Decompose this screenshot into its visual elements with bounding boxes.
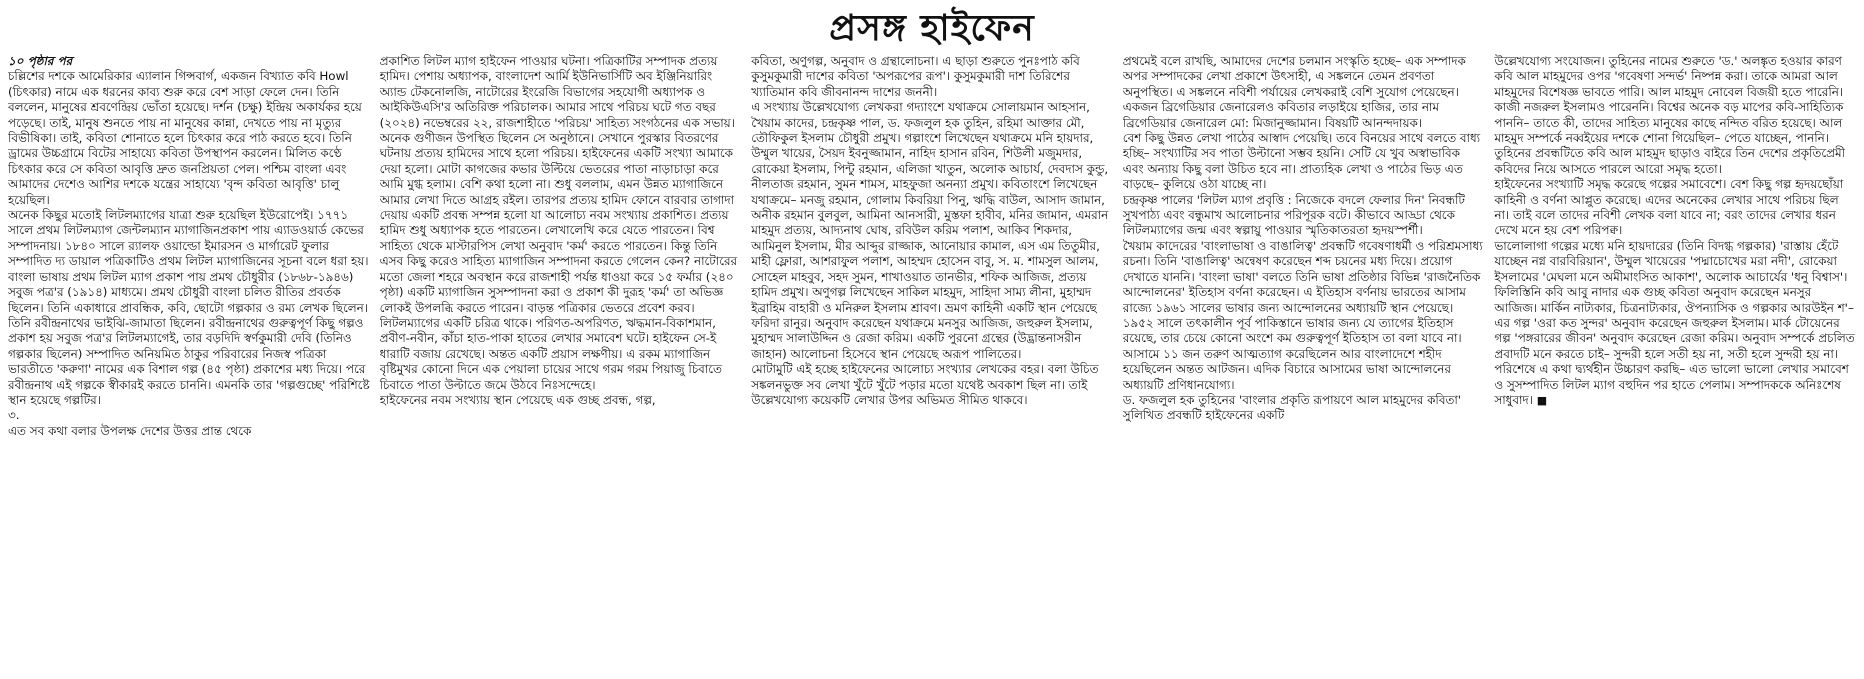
article-title: প্রসঙ্গ হাইফেন (829, 7, 1035, 49)
paragraph: ফিলিস্তিনি কবি আবু নাদার এক গুচ্ছ কবিতা অনুবাদ করেছেন মনসুর আজিজ। মার্কিন নাট্যকার, চিত্রনাট্যকার, ঔপন্যাসিক ও গল্পকার আরউইন শ'–এর গল্প 'ওরা কত সুন্দর' অনুবাদ করেছেন জহুরুল ইসলাম। মার্ক টোয়েনের গল্প 'পঙ্গরারের জীবন' অনুবাদ করেছেন রেজা করিম। অনুবাদ সম্পর্কে প্রচলিত প্রবাদটি মনে করতে চাই– সুন্দরী হলে সতী হয় না, সতী হলে সুন্দরী হয় না। (1494, 285, 1855, 361)
article-body (8, 54, 1856, 674)
column-4 (1123, 54, 1485, 674)
section-number: ৩. (8, 408, 20, 423)
paragraph: এ সংখ্যায় উল্লেখযোগ্য লেখকরা গদ্যাংশে যথাক্রমে সোলায়মান আহসান, খৈয়াম কাদের, চন্দ্রকৃষ্ণ পাল, ড. ফজলুল হক তুহিন, রহিমা আক্তার মৌ, তৌফিকুল ইসলাম চৌধুরী প্রমুখ। গল্পাংশে লিখেছেন যথাক্রমে মনি হায়দার, উম্মুল খায়ের, সৈয়দ ইবনুজ্জামান, নাহিদ হাসান রবিন, শিউলী মজুমদার, রোকেয়া ইসলাম, পিন্টু রহমান, এলিজা খাতুন, অলোক আচার্য, দেবদাস কুন্ডু, নীলতাজ রহমান, সুমন শামস, মাহফুজা অনন্যা প্রমুখ। কবিতাংশে লিখেছেন যথাক্রমে– মনজু রহমান, গোলাম কিবরিয়া পিনু, ঋদ্ধি বাউল, আসাদ জামান, অনীক রহমান বুলবুল, আমিনা আনসারী, মুস্তফা হাবীব, মনির জামান, এমরান মাহমুদ প্রত্যয়, আদ্যনাথ ঘোষ, রবিউল করিম পলাশ, আকিব শিকদার, আমিনুল ইসলাম, মীর আব্দুর রাজ্জাক, আনোয়ার কামাল, এস এম তিতুমীর, মাহী ফ্লোরা, আশরাফুল পলাশ, আহম্মদ হোসেন বাবু, স. ম. শামসুল আলম, সোহেল মাহবুব, সহদ সুমন, শাখাওয়াত তানভীর, শফিক আজিজ, প্রত্যয় হামিদ প্রমুখ। অণুগল্প লিখেছেন সাকিল মাহমুদ, সাহিদা সাম্য লীনা, মুহাম্মদ ইব্রাহিম বাহারী ও মনিরুল ইসলাম শ্রাবণ। ভ্রমণ কাহিনী একটি স্থান পেয়েছে ফরিদা রানুর। অনুবাদ করেছেন যথাক্রমে মনসুর আজিজ, জহুরুল ইসলাম, মুহাম্মদ সালাউদ্দিন ও রেজা করিম। একটি পুরনো গ্রন্থের (উদ্ভ্রান্তনাসরীন জাহান) আলোচনা হিসেবে স্থান পেয়েছে অরূপ পালিতের। (751, 100, 1109, 361)
paragraph: বেশ কিছু উন্নত লেখা পাঠের আস্বাদ পেয়েছি। তবে বিনয়ের সাথে বলতে বাধ্য হচ্ছি– সংখ্যাটির সব পাতা উল্টানো সম্ভব হয়নি। সেটি যে খুব অস্বাভাবিক এবং অন্যায় কিছু বলা উচিত হবে না। প্রাত্যহিক লেখা ও পাঠের ভিড় এত বাড়ছে– কুলিয়ে ওঠা যাচ্ছে না। (1122, 131, 1481, 192)
paragraph: ভালোলাগা গল্পের মধ্যে মনি হায়দারের (তিনি বিদগ্ধ গল্পকার) 'রাস্তায় হেঁটে যাচ্ছেন নগ্ন বারবিরিয়ান', উম্মুল খায়েরের 'পদ্মাচোখের মরা নদী', রোকেয়া ইসলামের 'মেঘলা মনে অমীমাংসিত আকাশ', অলোক আচার্যের 'ধনু বিশ্বাস'। (1494, 238, 1848, 284)
column-3 (751, 54, 1113, 674)
column-2 (380, 54, 742, 674)
continued-from-label: ১০ পৃষ্ঠার পর (8, 54, 73, 68)
column-5 (1494, 54, 1856, 674)
paragraph: প্রকাশিত লিটল ম্যাগ হাইফেন পাওয়ার ঘটনা। পত্রিকাটির সম্পাদক প্রত্যয় হামিদ। পেশায় অধ্যাপক, বাংলাদেশ আর্মি ইউনিভার্সিটি অব ইঞ্জিনিয়ারিং অ্যান্ড টেকনোলজি, নাটোরের ইংরেজি বিভাগের সহযোগী অধ্যাপক ও আইকিউএসি'র অতিরিক্ত পরিচালক। আমার সাথে পরিচয় ঘটে গত বছর (২০২৪) নভেম্বরের ২২, রাজশাহীতে 'পরিচয়' সাহিত্য সংগঠনের এক সভায়। অনেক গুণীজন উপস্থিত ছিলেন সে অনুষ্ঠানে। সেখানে পুরস্কার বিতরণের ঘটনায় প্রত্যয় হামিদের সাথে হলো পরিচয়। হাইফেনের একটি সংখ্যা আমাকে দেয়া হলো। মোটা কাগজের কভার উল্টিয়ে ভেতরের পাতা নাড়াচাড়া করে আমি মুগ্ধ হলাম। বেশি কথা হলো না। শুধু বললাম, এমন উন্নত ম্যাগাজিনে আমার লেখা দিতে আগ্রহ রইল। তারপর প্রত্যয় হামিদ ফোনে বারবার তাগাদা দেয়ায় একটি প্রবন্ধ সম্পন্ন হলো যা আলোচ্য নবম সংখ্যায় প্রকাশিত। প্রত্যয় হামিদ শুধু অধ্যাপক হতে পারতেন। লেখালেখি করে যেতে পারতেন। বিশ্ব সাহিত্য থেকে মাস্টারপিস লেখা অনুবাদ 'কর্ম' করতে পারতেন। কিন্তু তিনি এসব কিছু করেও সাহিত্য ম্যাগাজিন সম্পাদনা করতে গেলেন কেন? নাটোরের মতো জেলা শহরে অবস্থান করে রাজশাহী পর্যন্ত ধাওয়া করে ১৫ ফর্মার (২৪০ পৃষ্ঠা) একটি ম্যাগাজিন সুসম্পাদনা করা ও প্রকাশ কী দুরূহ 'কর্ম' তা অভিজ্ঞ লোকই উপলব্ধি করতে পারেন। বাড়ন্ত পত্রিকার ভেতরে প্রবেশ করব। (379, 54, 738, 315)
paragraph: এত সব কথা বলার উপলক্ষ দেশের উত্তর প্রান্ত থেকে (8, 423, 252, 438)
paragraph: চল্লিশের দশকে আমেরিকার এ্যালান গিন্সবার্গ, একজন বিখ্যাত কবি Howl (চিৎকার) নামে এক ধরনের কাব্য শুরু করে বেশ সাড়া ফেলে দেন। তিনি বললেন, মানুষের শ্রবণেন্দ্রিয় ভোঁতা হয়েছে। দর্শন (চক্ষু) ইন্দ্রিয় অকার্যকর হয়ে পড়েছে। তাই, মানুষ শুনতে পায় না মানুষের কান্না, দেখতে পায় না মৃত্যুর বিভীষিকা। তাই, কবিতা শোনাতে হলে চিৎকার করে পাঠ করতে হবে। তিনি ড্রামের উচ্চগ্রামে বিটের সাহায্যে কবিতা উপস্থাপন করলেন। মিলিত কণ্ঠে চিৎকার করে সে কবিতা আবৃত্তি দ্রুত জনপ্রিয়তা পেল। পশ্চিম বাংলা এবং আমাদের দেশেও আশির দশকে যন্ত্রের সাহায্যে 'বৃন্দ কবিতা আবৃত্তি' চালু হয়েছিল। (8, 69, 362, 207)
paragraph: কবিতা, অণুগল্প, অনুবাদ ও গ্রন্থালোচনা। এ ছাড়া শুরুতে পুনঃপাঠ কবি কুসুমকুমারী দাশের কবিতা 'অপরূপের রূপ'। কুসুমকুমারী দাশ তিরিশের খ্যাতিমান কবি জীবনানন্দ দাশের জননী। (751, 54, 1080, 99)
closing-text: পরিশেষে এ কথা দ্ব্যর্থহীন উচ্চারণ করছি– এত ভালো ভালো লেখার সমাবেশ ও সুসম্পাদিত লিটল ম্যাগ বহুদিন পর হাতে পেলাম। সম্পাদককে অনিঃশেষ সাধুবাদ। (1494, 362, 1849, 407)
column-1 (8, 54, 370, 674)
paragraph: হাইফেনের নবম সংখ্যায় স্থান পেয়েছে এক গুচ্ছ প্রবন্ধ, গল্প, (379, 392, 656, 407)
paragraph: খৈয়াম কাদেরের 'বাংলাভাষা ও বাঙালিত্ব' প্রবন্ধটি গবেষণাধর্মী ও পরিশ্রমসাধ্য রচনা। তিনি 'বাঙালিত্ব' অন্বেষণ করেছেন শব্দ চয়নের মধ্য দিয়ে। প্রয়োগ দেখাতে যাননি। 'বাংলা ভাষা' বলতে তিনি ভাষা প্রতিষ্ঠার বিভিন্ন 'রাজনৈতিক আন্দোলনের' ইতিহাস বর্ণনা করেছেন। এ ইতিহাস বর্ণনায় ভারতের আসাম রাজ্যে ১৯৬১ সালের ভাষার জন্য আন্দোলনের অধ্যায়টি স্থান পেয়েছে। ১৯৫২ সালে তৎকালীন পূর্ব পাকিস্তানে ভাষার জন্য যে ত্যাগের ইতিহাস রয়েছে, তার চেয়ে কোনো অংশে কম গুরুত্বপূর্ণ ইতিহাস তা বলা যাবে না। আসামে ১১ জন তরুণ আত্মত্যাগ করেছিলেন আর বাংলাদেশে শহীদ হয়েছিলেন অন্তত আটজন। এদিক বিচারে আসামের ভাষা আন্দোলনের অধ্যায়টি প্রণিধানযোগ্য। (1122, 238, 1483, 392)
closing-paragraph (1494, 362, 1856, 408)
paragraph: হাইফেনের সংখ্যাটি সমৃদ্ধ করেছে গল্পের সমাবেশে। বেশ কিছু গল্প হৃদয়ছোঁয়া কাহিনী ও বর্ণনা আপ্লুত করেছে। এদের অনেকের লেখার সাথে পরিচয় ছিল না। তাই বলে তাদের নবিশী লেখক বলা যাবে না; বরং তাদের লেখার ধরন দেখে মনে হয় বেশ পরিপক্ব। (1494, 177, 1844, 238)
paragraph: চন্দ্রকৃষ্ণ পালের 'লিটল ম্যাগ প্রবৃত্তি : নিজেকে বদলে ফেলার দিন' নিবন্ধটি সুখপাঠ্য এবং বন্ধুমাখ আলোচনার পরিপূরক বটে। কীভাবে আড্ডা থেকে লিটলম্যাগের জন্ম এবং স্বল্পায়ু পাওয়ার স্মৃতিকাতরতা হৃদয়স্পর্শী। (1122, 192, 1465, 238)
paragraph: অনেক কিছুর মতোই লিটলম্যাগের যাত্রা শুরু হয়েছিল ইউরোপেই। ১৭৭১ সালে প্রথম লিটলম্যাগ জেন্টলম্যান ম্যাগাজিনপ্রকাশ পায় এ্যাডওয়ার্ড কেভের সম্পাদনায়। ১৮৪০ সালে র‍্যালফ ওয়াল্ডো ইমারসন ও মার্গারেট ফুলার সম্পাদিত দ্য ডায়াল পত্রিকাটিও প্রথম লিটল ম্যাগাজিনের সূচনা বলে ধরা হয়। বাংলা ভাষায় প্রথম লিটল ম্যাগ প্রকাশ পায় প্রমথ চৌধুরীর (১৮৬৮-১৯৪৬) সবুজ পত্র'র (১৯১৪) মাধ্যমে। প্রমথ চৌধুরী বাংলা চলিত রীতির প্রবর্তক ছিলেন। তিনি একাধারে প্রাবন্ধিক, কবি, ছোটো গল্পকার ও রম্য লেখক ছিলেন। তিনি রবীন্দ্রনাথের ভাইঝি-জামাতা ছিলেন। রবীন্দ্রনাথের গুরুত্বপূর্ণ কিছু গল্পও প্রকাশ হয় সবুজ পত্র'র লিটলম্যাগেই, তার বড়দিদি স্বর্ণকুমারী দেবি (তিনিও গল্পকার ছিলেন) সম্পাদিত অনিয়মিত ঠাকুর পরিবারের নিজস্ব পত্রিকা ভারতীতে 'করুণা' নামের এক বিশাল গল্প (৪৫ পৃষ্ঠা) প্রকাশের মধ্য দিয়ে। পরে রবীন্দ্রনাথ এই গল্পকে স্বীকারই করতে চাননি। এমনকি তার 'গল্পগুচ্ছে' পরিশিষ্টে স্থান হয়েছে গল্পটির। (8, 208, 370, 407)
end-of-article-mark: ■ (1536, 393, 1548, 407)
paragraph: প্রথমেই বলে রাখছি, আমাদের দেশের চলমান সংস্কৃতি হচ্ছে– এক সম্পাদক অপর সম্পাদকের লেখা প্রকাশে উৎসাহী, এ সঙ্কলনে তেমন প্রবণতা অনুপস্থিত। এ সঙ্কলনে নবিশী পর্যায়ের লেখকরাই বেশি সুযোগ পেয়েছেন। একজন ব্রিগেডিয়ার জেনারেলও কবিতার লড়াইয়ে হাজির, তার নাম ব্রিগেডিয়ার জেনারেল মো: মিজানুজ্জামান। বিষয়টি আনন্দদায়ক। (1122, 54, 1466, 130)
paragraph: লিটলম্যাগের একটি চরিত্র থাকে। পরিণত-অপরিণত, ঋদ্ধমান-বিকাশমান, প্রবীণ-নবীন, কাঁচা হাত-পাকা হাতের লেখার সমাবেশ ঘটে। হাইফেন সে-ই ধারাটি বজায় রেখেছে। অন্তত একটি প্রয়াস লক্ষণীয়। এ রকম ম্যাগাজিন বৃষ্টিমুখর কোনো দিনে এক পেয়ালা চায়ের সাথে গরম গরম পিয়াজু চিবাতে চিবাতে পাতা উল্টাতে জমে উঠবে নিঃসন্দেহে। (379, 315, 722, 392)
paragraph: মোটামুটি এই হচ্ছে হাইফেনের আলোচ্য সংখ্যার লেখকের বহর। বলা উচিত সঙ্কলনভুক্ত সব লেখা খুঁটে খুঁটে পড়ার মতো যথেষ্ট অবকাশ ছিল না। তাই উল্লেখযোগ্য কয়েকটি লেখার উপর অভিমত সীমিত থাকবে। (751, 362, 1099, 407)
paragraph: ড. ফজলুল হক তুহিনের 'বাংলার প্রকৃতি রূপায়ণে আল মাহমুদের কবিতা' সুলিখিত প্রবন্ধটি হাইফেনের একটি (1122, 392, 1462, 423)
paragraph: উল্লেখযোগ্য সংযোজন। তুহিনের নামের শুরুতে 'ড.' অলঙ্কৃত হওয়ার কারণ কবি আল মাহমুদের ওপর 'গবেষণা সন্দর্ভ' নিষ্পন্ন করা। তাকে আমরা আল মাহমুদের বিশেষজ্ঞ ভাবতে পারি। আল মাহমুদ নোবেল বিজয়ী হতে পারেনি। কাজী নজরুল ইসলামও পারেননি। বিশ্বের অনেক বড় মাপের কবি-সাহিত্যিক পাননি– তাতে কী, তাদের সাহিত্য মানুষের কাছে নন্দিত বরিত হয়েছে। আল মাহমুদ সম্পর্কে নব্বইয়ের দশকে শোনা গিয়েছিল– পেতে যাচ্ছেন, পাননি। তুহিনের প্রবন্ধটিতে কবি আল মাহমুদ ছাড়াও বাইরে তিন দেশের প্রকৃতিপ্রেমী কবিদের নিয়ে আসতে পারলে আরো সমৃদ্ধ হতো। (1494, 54, 1846, 176)
